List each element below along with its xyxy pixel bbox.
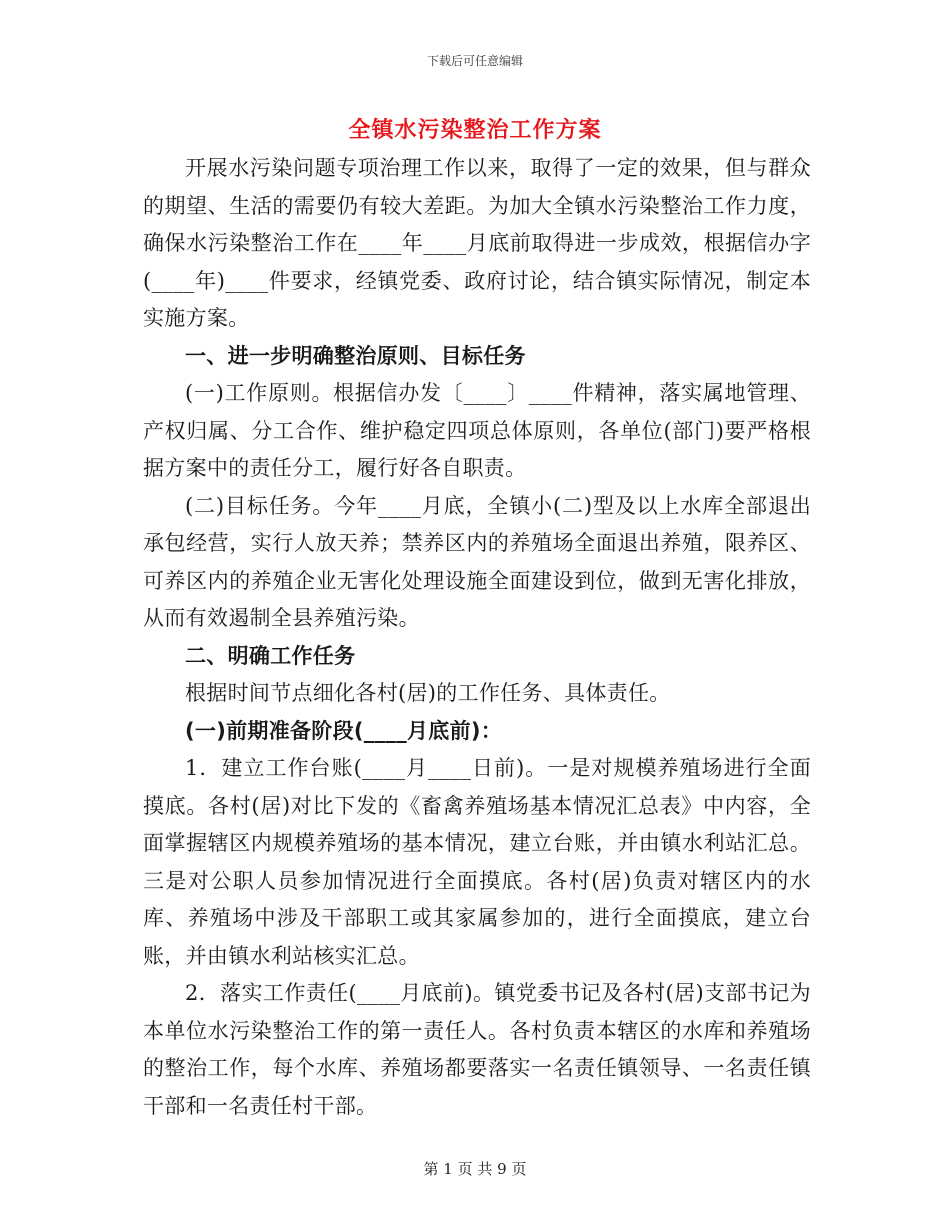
header-note: 下载后可任意编辑 — [426, 54, 523, 68]
tasks-intro-paragraph: 根据时间节点细化各村(居)的工作任务、具体责任。 — [185, 681, 671, 705]
responsibility-paragraph: 2．落实工作责任(____月底前)。镇党委书记及各村(居)支部书记为本单位水污染整治工作的第一责任人。各村负责本辖区的水库和养殖场的整治工作，每个水库、养殖场都要落实一名责任镇领导、一名责任镇干部和一名责任村干部。 — [143, 981, 811, 1118]
intro-paragraph: 开展水污染问题专项治理工作以来，取得了一定的效果，但与群众的期望、生活的需要仍有较大差距。为加大全镇水污染整治工作力度，确保水污染整治工作在____年____月底前取得进一步成效，根据信办字(____年)____件要求，经镇党委、政府讨论，结合镇实际情况，制定本实施方案。 — [143, 156, 811, 330]
subsection-heading-prep: (一)前期准备阶段(____月底前)： — [185, 718, 503, 743]
goals-paragraph: (二)目标任务。今年____月底，全镇小(二)型及以上水库全部退出承包经营，实行人放天养；禁养区内的养殖场全面退出养殖，限养区、可养区内的养殖企业无害化处理设施全面建设到位，做到无害化排放，从而有效遏制全县养殖污染。 — [143, 493, 811, 630]
document-body — [143, 150, 811, 1125]
section-heading-1: 一、进一步明确整治原则、目标任务 — [185, 343, 526, 368]
principles-paragraph: (一)工作原则。根据信办发〔____〕____件精神，落实属地管理、产权归属、分工合作、维护稳定四项总体原则，各单位(部门)要严格根据方案中的责任分工，履行好各自职责。 — [143, 381, 811, 480]
section-heading-2: 二、明确工作任务 — [185, 643, 356, 668]
document-title: 全镇水污染整治工作方案 — [348, 117, 602, 143]
page-footer: 第 1 页 共 9 页 — [423, 1160, 527, 1178]
ledger-paragraph: 1．建立工作台账(____月____日前)。一是对规模养殖场进行全面摸底。各村(居)对比下发的《畜禽养殖场基本情况汇总表》中内容，全面掌握辖区内规模养殖场的基本情况，建立台账，并由镇水利站汇总。三是对公职人员参加情况进行全面摸底。各村(居)负责对辖区内的水库、养殖场中涉及干部职工或其家属参加的，进行全面摸底，建立台账，并由镇水利站核实汇总。 — [143, 756, 811, 968]
